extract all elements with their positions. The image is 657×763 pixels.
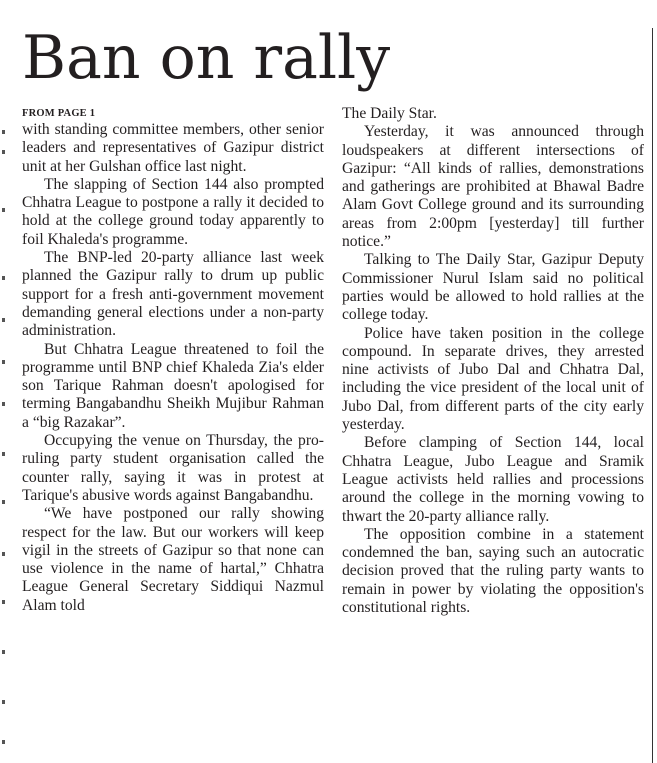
paragraph: But Chhatra League threatened to foil the programme until BNP chief Khaleda Zia's elder son Tarique Rahman doesn't apologised for terming Bangabandhu Sheikh Mujibur Rahman a “big Razakar”. (22, 340, 324, 431)
paragraph: Occupying the venue on Thursday, the pro-ruling party student organisation called the counter rally, saying it was in protest at Tarique's abusive words against Bangabandhu. (22, 432, 324, 504)
paragraph: The opposition combine in a statement condemned the ban, saying such an autocratic decision proved that the ruling party wants to remain in power by violating the opposition's constitutional rights. (342, 525, 644, 617)
paragraph: Yesterday, it was announced through loudspeakers at different intersections of Gazipur: “All kinds of rallies, demonstrations and gatherings are prohibited at Bhawal Badre Alam Govt College ground and its surrounding areas from 2:00pm [yesterday] till further notice.” (342, 123, 644, 251)
paragraph: “We have postponed our rally showing respect for the law. But our workers will keep vigil in the streets of Gazipur so that none can use violence in the name of hartal,” Chhatra League General Secretary Siddiqui Nazmul Alam told (22, 505, 324, 614)
paragraph: The BNP-led 20-party alliance last week planned the Gazipur rally to drum up public support for a fresh anti-government movement demanding general elections under a non-party administration. (22, 249, 324, 340)
paragraph: The slapping of Section 144 also prompted Chhatra League to postpone a rally it decided to hold at the college ground today apparently to foil Khaleda's programme. (22, 175, 324, 248)
left-margin-fragments (0, 0, 8, 763)
paragraph: Talking to The Daily Star, Gazipur Deputy Commissioner Nurul Islam said no political parties would be allowed to hold rallies at the college today. (342, 251, 644, 324)
article-column-right (342, 105, 644, 617)
paragraph: Police have taken position in the college compound. In separate drives, they arrested nine activists of Jubo Dal and Chhatra Dal, including the vice president of the local unit of Jubo Dal, from different parts of the city early yesterday. (342, 324, 644, 434)
paragraph: Before clamping of Section 144, local Chhatra League, Jubo League and Sramik League activists held rallies and processions around the college in the morning vowing to thwart the 20-party alliance rally. (342, 434, 644, 525)
from-page-kicker: FROM PAGE 1 (22, 108, 96, 119)
paragraph: with standing committee members, other senior leaders and representatives of Gazipur district unit at her Gulshan office last night. (22, 121, 324, 175)
article-headline: Ban on rally (22, 23, 391, 93)
article-column-left (22, 121, 324, 615)
right-margin-edge (653, 0, 657, 763)
paragraph: The Daily Star. (342, 105, 437, 122)
